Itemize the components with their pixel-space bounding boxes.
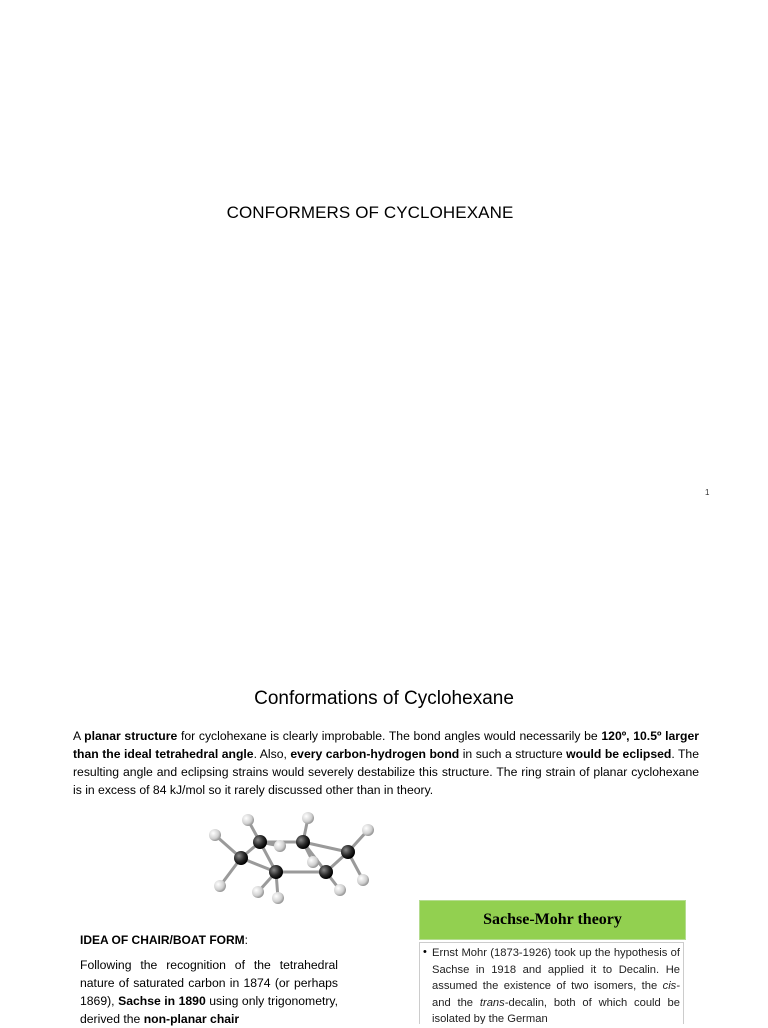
sachse-mohr-text: Ernst Mohr (1873-1926) took up the hypothesis of Sachse in 1918 and applied it to Decalin. He assumed the existence of two isomers, the cis- and the trans-decalin, both of which could be isolated by the German [432,947,681,1024]
bullet-icon: • [423,946,427,958]
slide-title: Conformations of Cyclohexane [254,688,514,709]
sachse-mohr-title-box [419,900,686,940]
slide-2 [0,650,768,1024]
slide-title: CONFORMERS OF CYCLOHEXANE [226,203,514,222]
page-number: 1 [705,488,710,497]
sachse-mohr-body [419,942,684,1024]
chair-paragraph: Following the recognition of the tetrahedral nature of saturated carbon in 1874 (or perhaps 1869), Sachse in 1890 using only trigonometry, derived the non-planar chair [80,958,338,1026]
chair-boat-heading: IDEA OF CHAIR/BOAT FORM: [80,933,248,947]
cyclohexane-molecule-model [198,810,388,920]
sachse-mohr-title: Sachse-Mohr theory [483,911,622,928]
intro-paragraph: A planar structure for cyclohexane is clearly improbable. The bond angles would necessarily be 120º, 10.5º larger than the ideal tetrahedral angle. Also, every carbon-hydrogen bond in such a structure would be eclipsed. The resulting angle and eclipsing strains would severely destabilize this structure. The ring strain of planar cyclohexane is in excess of 84 kJ/mol so it rarely discussed other than in theory. [73,729,699,797]
